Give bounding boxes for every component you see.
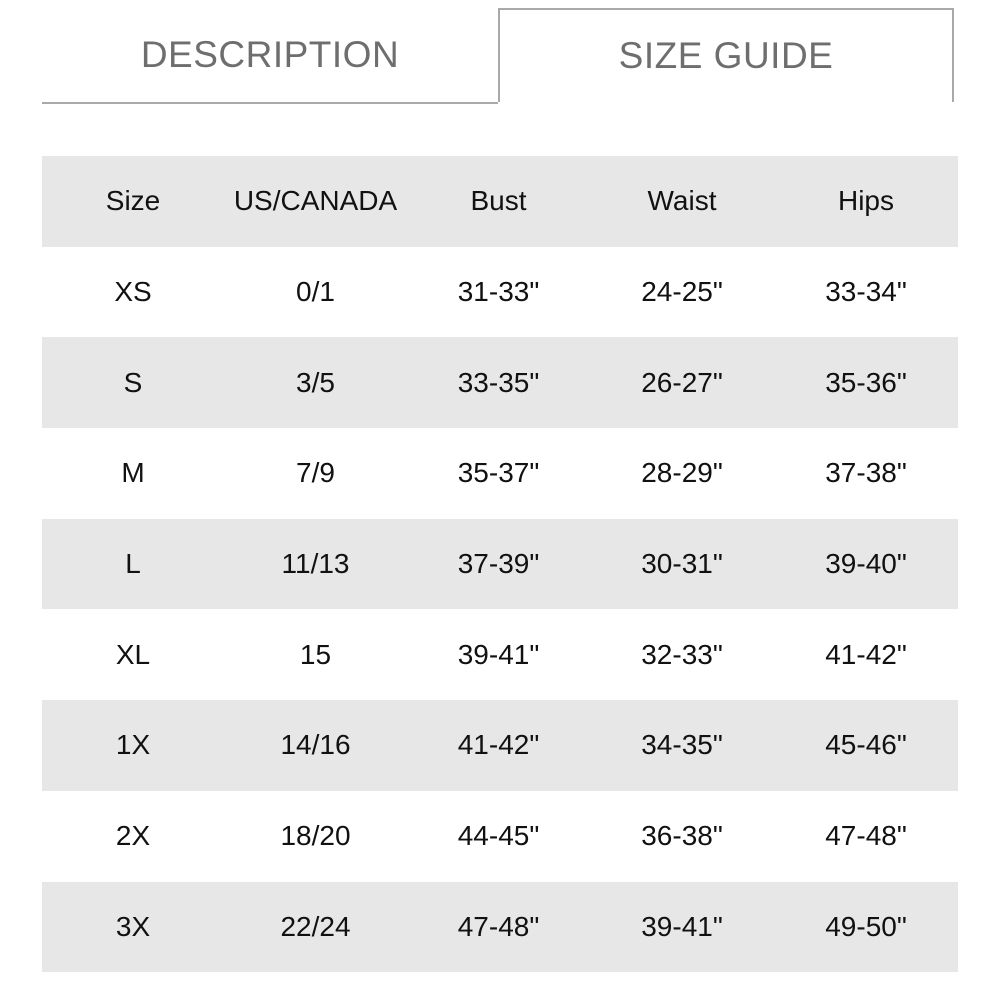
cell-bust: 31-33" bbox=[457, 276, 540, 308]
size-guide-table bbox=[42, 156, 958, 972]
cell-hips: 47-48" bbox=[825, 820, 907, 852]
table-row bbox=[42, 700, 958, 791]
cell-us-canada: 7/9 bbox=[296, 457, 335, 489]
column-header-size: Size bbox=[105, 185, 161, 217]
cell-hips: 41-42" bbox=[825, 638, 907, 670]
cell-hips: 49-50" bbox=[825, 910, 907, 942]
column-header-bust: Bust bbox=[470, 185, 527, 217]
cell-size: 2X bbox=[115, 820, 151, 852]
cell-bust: 37-39" bbox=[457, 548, 540, 580]
column-header-hips: Hips bbox=[837, 185, 894, 217]
tab-bar bbox=[42, 8, 956, 104]
table-header-row bbox=[42, 156, 958, 247]
cell-hips: 37-38" bbox=[825, 457, 907, 489]
cell-bust: 41-42" bbox=[457, 729, 540, 761]
table-row bbox=[42, 609, 958, 700]
cell-size: M bbox=[121, 457, 145, 489]
cell-size: 1X bbox=[115, 729, 151, 761]
cell-size: XL bbox=[115, 638, 151, 670]
table-row bbox=[42, 791, 958, 882]
table-row bbox=[42, 882, 958, 973]
cell-us-canada: 0/1 bbox=[296, 276, 335, 308]
cell-bust: 35-37" bbox=[457, 457, 540, 489]
table-row bbox=[42, 428, 958, 519]
cell-waist: 34-35" bbox=[641, 729, 723, 761]
tab-description[interactable]: DESCRIPTION bbox=[42, 8, 498, 104]
cell-waist: 39-41" bbox=[641, 910, 723, 942]
cell-size: XS bbox=[114, 276, 152, 308]
column-header-waist: Waist bbox=[647, 185, 717, 217]
cell-hips: 45-46" bbox=[825, 729, 907, 761]
cell-us-canada: 15 bbox=[299, 638, 332, 670]
cell-hips: 39-40" bbox=[825, 548, 907, 580]
table-row bbox=[42, 247, 958, 338]
column-header-us-canada: US/CANADA bbox=[233, 185, 398, 217]
cell-us-canada: 11/13 bbox=[281, 548, 350, 580]
cell-hips: 33-34" bbox=[825, 276, 907, 308]
cell-waist: 30-31" bbox=[641, 548, 723, 580]
table-row bbox=[42, 519, 958, 610]
cell-bust: 44-45" bbox=[457, 820, 540, 852]
table-row bbox=[42, 337, 958, 428]
cell-us-canada: 3/5 bbox=[296, 366, 335, 398]
cell-waist: 36-38" bbox=[641, 820, 723, 852]
cell-bust: 33-35" bbox=[457, 366, 540, 398]
tab-size-guide[interactable]: SIZE GUIDE bbox=[498, 8, 954, 102]
cell-us-canada: 14/16 bbox=[280, 729, 351, 761]
cell-us-canada: 22/24 bbox=[280, 910, 351, 942]
cell-waist: 24-25" bbox=[641, 276, 723, 308]
cell-waist: 26-27" bbox=[641, 366, 723, 398]
cell-size: 3X bbox=[115, 910, 151, 942]
cell-waist: 28-29" bbox=[641, 457, 723, 489]
cell-waist: 32-33" bbox=[641, 638, 723, 670]
cell-bust: 47-48" bbox=[457, 910, 540, 942]
cell-size: L bbox=[125, 548, 141, 580]
cell-hips: 35-36" bbox=[825, 366, 907, 398]
cell-size: S bbox=[123, 366, 143, 398]
cell-bust: 39-41" bbox=[457, 638, 540, 670]
cell-us-canada: 18/20 bbox=[280, 820, 351, 852]
